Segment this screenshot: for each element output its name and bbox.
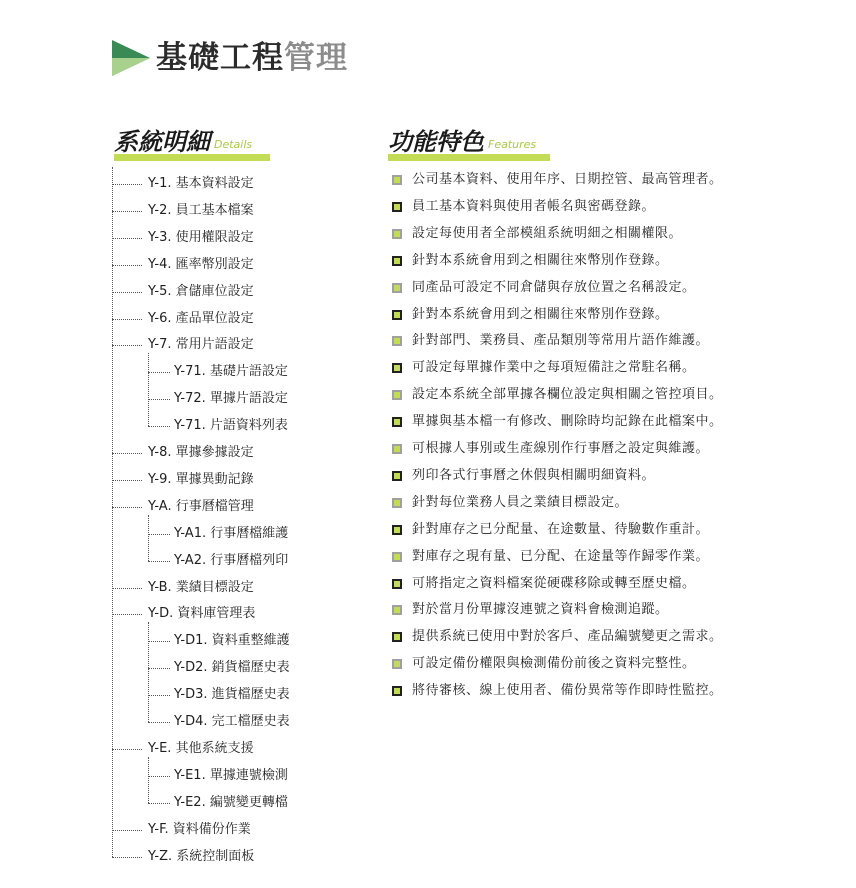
feature-text: 提供系統已使用中對於客戶、產品編號變更之需求。 <box>412 629 723 645</box>
tree-branch-line <box>148 757 149 803</box>
square-bullet-icon <box>392 390 402 400</box>
tree-connector <box>112 614 142 615</box>
tree-item: Y-E. 其他系統支援 <box>148 740 254 756</box>
tree-item: Y-8. 單據參據設定 <box>148 445 254 460</box>
tree-connector <box>148 399 170 400</box>
tree-connector <box>148 695 170 696</box>
tree-subitem: Y-D1. 資料重整維護 <box>174 633 290 649</box>
feature-text: 設定每使用者全部模組系統明細之相關權限。 <box>412 225 683 241</box>
feature-text: 員工基本資料與使用者帳名與密碼登錄。 <box>412 198 656 214</box>
feature-text: 列印各式行事曆之休假與相關明細資料。 <box>412 467 656 483</box>
tree-item: Y-D. 資料庫管理表 <box>148 606 256 622</box>
square-bullet-icon <box>392 552 402 562</box>
title-part1: 基礎工程 <box>156 40 284 76</box>
feature-text: 針對本系統會用到之相關往來幣別作登錄。 <box>412 252 669 268</box>
tree-connector <box>112 319 142 320</box>
feature-text: 可設定備份權限與檢測備份前後之資料完整性。 <box>412 656 696 672</box>
tree-item: Y-6. 產品單位設定 <box>148 310 254 326</box>
tree-item: Y-A. 行事曆檔管理 <box>148 498 254 514</box>
tree-subitem: Y-A2. 行事曆檔列印 <box>174 552 289 568</box>
tree-connector <box>112 507 142 508</box>
square-bullet-icon <box>392 444 402 454</box>
square-bullet-icon <box>392 498 402 508</box>
tree-connector <box>148 561 170 562</box>
tree-item: Y-Z. 系統控制面板 <box>148 848 255 864</box>
features-subheading: Features <box>488 138 537 151</box>
tree-connector <box>112 749 142 750</box>
tree-subitem: Y-E2. 編號變更轉檔 <box>174 794 288 810</box>
tree-subitem: Y-D3. 進貨檔歷史表 <box>174 687 290 703</box>
tree-connector <box>112 453 142 454</box>
tree-connector <box>112 345 142 346</box>
feature-text: 單據與基本檔一有修改、刪除時均記錄在此檔案中。 <box>412 414 723 430</box>
tree-item: Y-3. 使用權限設定 <box>148 229 254 245</box>
tree-item: Y-7. 常用片語設定 <box>148 337 254 353</box>
square-bullet-icon <box>392 579 402 589</box>
square-bullet-icon <box>392 632 402 642</box>
tree-item: Y-5. 倉儲庫位設定 <box>148 283 254 299</box>
tree-item: Y-1. 基本資料設定 <box>148 176 254 191</box>
tree-connector <box>112 292 142 293</box>
tree-connector <box>112 857 142 858</box>
details-subheading: Details <box>214 138 253 151</box>
square-bullet-icon <box>392 605 402 615</box>
tree-connector <box>112 238 142 239</box>
tree-trunk-line <box>112 167 113 857</box>
square-bullet-icon <box>392 686 402 696</box>
tree-connector <box>148 534 170 535</box>
tree-connector <box>148 426 170 427</box>
tree-item: Y-9. 單據異動記錄 <box>148 471 254 487</box>
tree-subitem: Y-71. 基礎片語設定 <box>174 364 288 380</box>
feature-text: 針對部門、業務員、產品類別等常用片語作維護。 <box>412 333 710 349</box>
tree-connector <box>112 480 142 481</box>
features-heading-text: 功能特色 <box>388 128 484 156</box>
feature-text: 同產品可設定不同倉儲與存放位置之名稱設定。 <box>412 279 696 295</box>
tree-item: Y-4. 匯率幣別設定 <box>148 256 254 272</box>
square-bullet-icon <box>392 659 402 669</box>
tree-branch-line <box>148 515 149 561</box>
square-bullet-icon <box>392 525 402 535</box>
tree-connector <box>148 776 170 777</box>
tree-connector <box>148 372 170 373</box>
tree-item: Y-B. 業績目標設定 <box>148 579 254 595</box>
square-bullet-icon <box>392 417 402 427</box>
square-bullet-icon <box>392 175 402 185</box>
square-bullet-icon <box>392 202 402 212</box>
tree-connector <box>112 830 142 831</box>
square-bullet-icon <box>392 336 402 346</box>
tree-subitem: Y-D4. 完工檔歷史表 <box>174 714 290 729</box>
feature-text: 針對每位業務人員之業績目標設定。 <box>412 494 629 510</box>
tree-connector <box>112 588 142 589</box>
tree-branch-line <box>148 353 149 426</box>
details-tree <box>112 167 352 867</box>
feature-text: 針對本系統會用到之相關往來幣別作登錄。 <box>412 306 669 322</box>
tree-connector <box>148 641 170 642</box>
feature-text: 對於當月份單據沒連號之資料會檢測追蹤。 <box>412 602 669 618</box>
tree-connector <box>148 722 170 723</box>
tree-connector <box>112 265 142 266</box>
feature-text: 針對庫存之已分配量、在途數量、待驗數作重計。 <box>412 521 710 537</box>
feature-text: 可根據人事別或生產線別作行事曆之設定與維護。 <box>412 441 710 456</box>
tree-connector <box>112 211 142 212</box>
feature-text: 可設定每單據作業中之每項短備註之常駐名稱。 <box>412 360 696 376</box>
feature-text: 公司基本資料、使用年序、日期控管、最高管理者。 <box>412 172 723 187</box>
square-bullet-icon <box>392 229 402 239</box>
play-arrow-icon <box>112 40 150 76</box>
tree-connector <box>148 803 170 804</box>
tree-item: Y-F. 資料備份作業 <box>148 821 251 837</box>
tree-subitem: Y-A1. 行事曆檔維護 <box>174 525 289 541</box>
title-part2: 管理 <box>284 40 348 76</box>
square-bullet-icon <box>392 310 402 320</box>
tree-subitem: Y-E1. 單據連號檢測 <box>174 767 288 783</box>
square-bullet-icon <box>392 363 402 373</box>
square-bullet-icon <box>392 471 402 481</box>
square-bullet-icon <box>392 256 402 266</box>
tree-subitem: Y-71. 片語資料列表 <box>174 418 288 434</box>
tree-subitem: Y-72. 單據片語設定 <box>174 391 288 407</box>
feature-text: 設定本系統全部單據各欄位設定與相關之管控項目。 <box>412 387 723 403</box>
details-heading-text: 系統明細 <box>114 128 210 156</box>
tree-branch-line <box>148 622 149 722</box>
feature-text: 將待審核、線上使用者、備份異常等作即時性監控。 <box>412 683 723 699</box>
feature-text: 對庫存之現有量、已分配、在途量等作歸零作業。 <box>412 548 710 564</box>
tree-subitem: Y-D2. 銷貨檔歷史表 <box>174 660 290 676</box>
tree-connector <box>148 668 170 669</box>
tree-connector <box>112 184 142 185</box>
tree-item: Y-2. 員工基本檔案 <box>148 202 254 218</box>
feature-text: 可將指定之資料檔案從硬碟移除或轉至歷史檔。 <box>412 575 696 591</box>
square-bullet-icon <box>392 283 402 293</box>
page-title-text <box>156 38 348 78</box>
